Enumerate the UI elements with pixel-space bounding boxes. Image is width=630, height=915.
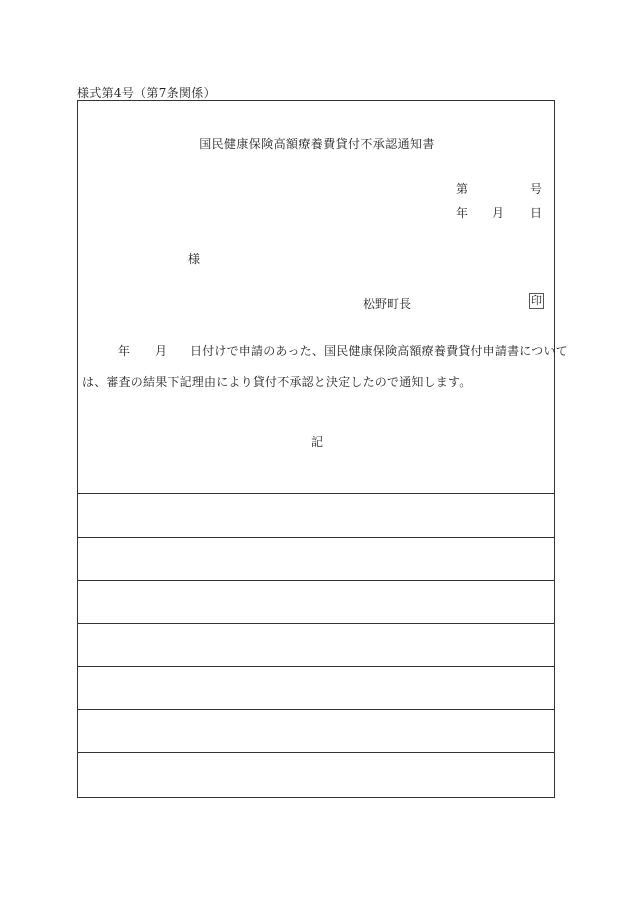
ki-heading: 記 bbox=[310, 435, 323, 449]
body-text-continued: 日付けで申請のあった、国民健康保険高額療養費貸付申請書について bbox=[190, 344, 568, 358]
form-number: 様式第4号（第7条関係） bbox=[77, 86, 216, 100]
seal-mark: 印 bbox=[531, 294, 542, 307]
date-day-label: 日 bbox=[529, 206, 542, 220]
notice-form bbox=[77, 100, 568, 798]
number-prefix: 第 bbox=[456, 182, 469, 196]
date-month-label: 月 bbox=[492, 206, 505, 220]
reason-row bbox=[78, 666, 554, 709]
body-text-line-2: は、審査の結果下記理由により貸付不承認と決定したので通知します。 bbox=[82, 375, 472, 389]
document-title: 国民健康保険高額療養費貸付不承認通知書 bbox=[199, 137, 435, 151]
reason-row bbox=[78, 623, 554, 666]
number-suffix: 号 bbox=[529, 182, 542, 196]
reason-row bbox=[78, 752, 554, 795]
issuer-name: 松野町長 bbox=[363, 297, 412, 311]
reason-row bbox=[78, 709, 554, 752]
addressee-suffix: 様 bbox=[188, 252, 201, 266]
reason-row bbox=[78, 493, 554, 537]
reason-row bbox=[78, 537, 554, 580]
reason-row bbox=[78, 580, 554, 623]
date-year-label: 年 bbox=[456, 206, 469, 220]
body-year-label: 年 bbox=[118, 344, 131, 358]
reason-rows bbox=[78, 493, 554, 795]
body-month-label: 月 bbox=[155, 344, 168, 358]
